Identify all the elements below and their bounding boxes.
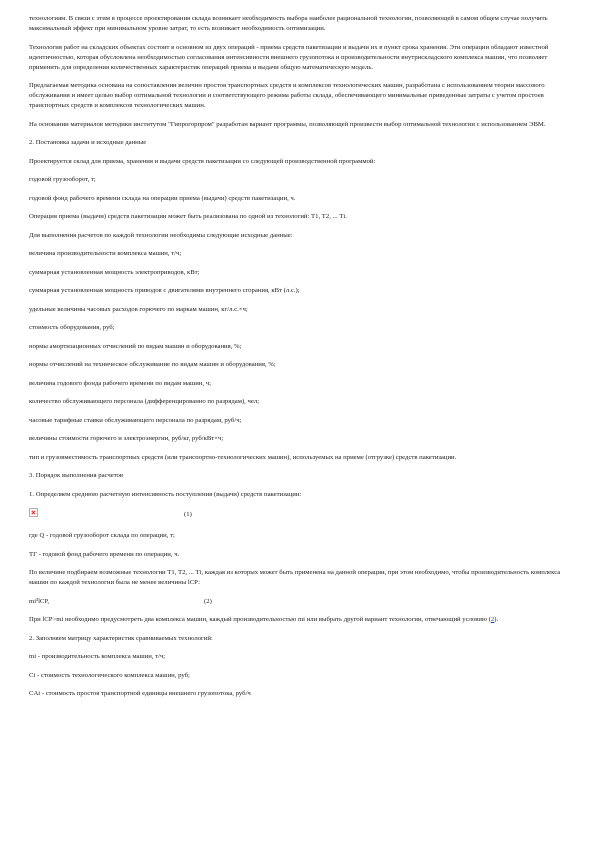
formula-1 [29, 508, 565, 524]
section-heading: 3. Порядок выполнения расчетов [29, 472, 124, 479]
paragraph: Технология работ на складских объектах состоит в основном из двух операций - приема средств пакетизации и выдачи их в пункт срока хранения. Эти операции обладают известной идентичностью, которая обусловлена необходимостью согласования интенсивности внешнего грузопотока и производительности внутрискладского комплекса машин, что позволяет применить для определения количественных характеристик операций приема и выдачи общую математическую модель. [29, 43, 549, 71]
paragraph: На основании материалов методики институтом "Гипрогорпром" разработан вариант программы, позволяющей произвести выбор оптимальной технологии с использованием ЭВМ. [29, 120, 546, 128]
paragraph: ТГ - годовой фонд рабочего времени по операции, ч. [29, 550, 180, 558]
paragraph: Предлагаемая методика основана на сопоставлении величин простоя транспортных средств и комплексов технологических машин, разработана с использованием теории массового обслуживания и имеет целью выбор оптимальной технологии и соответствующего режима работы склада, обеспечивающего минимальные приведенные затраты с учетом простоев транспортных средств и комплексов технологических машин. [29, 82, 545, 109]
list-item: тип и грузовместимость транспортных средств (или транспортно-технологических машин), используемых на приеме (отгрузке) средств пакетизации. [29, 453, 457, 461]
paragraph-text: При lCP>mi необходимо предусмотреть два комплекса машин, каждый производительностью mi или выбрать другой вариант технологии, отвечающий условию ( [29, 616, 491, 623]
paragraph: Для выполнения расчетов по каждой технологии необходимы следующие исходные данные: [29, 231, 293, 239]
list-item: часовые тарифные ставки обслуживающего персонала по разрядам, руб/ч; [29, 416, 242, 424]
broken-image-icon [29, 508, 38, 517]
formula-number: (1) [184, 511, 192, 518]
paragraph: Проектируется склад для приема, хранения и выдачи средств пакетизации со следующей производственной программой: [29, 157, 376, 165]
section-heading: 2. Постановка задачи и исходные данные [29, 139, 147, 146]
list-item: величина производительности комплекса машин, т/ч; [29, 250, 182, 257]
paragraph: 2. Заполняем матрицу характеристик сравниваемых технологий: [29, 634, 213, 642]
list-item: Сi - стоимость технологического комплекса машин, руб; [29, 671, 190, 679]
paragraph: где Q - годовой грузооборот склада по операции, т; [29, 532, 175, 539]
paragraph [29, 615, 565, 625]
paragraph: По величине подбираем возможные технологии Т1, Т2, ... Тi, каждая из которых может быть применена на данной операции, при этом необходимо, чтобы производительность комплекса машин по каждой технологии была не менее величины lСР: [29, 569, 561, 586]
list-item: нормы амортизационных отчислений по видам машин и оборудования, %; [29, 342, 242, 350]
list-item: величины стоимости горючего и электроэнергии, руб/кг, руб/кВт×ч; [29, 435, 224, 442]
formula-number: (2) [204, 597, 212, 605]
list-item: mi - производительность комплекса машин, т/ч; [29, 653, 166, 660]
list-item: нормы отчислений на техническое обслуживание по видам машин и оборудования, %; [29, 361, 276, 368]
paragraph-text: ). [494, 616, 499, 623]
formula-2 [29, 597, 565, 607]
list-item: величина годового фонда рабочего времени по видам машин, ч; [29, 379, 211, 387]
list-item: суммарная установленная мощность приводов с двигателями внутреннего сгорания, кВт (л.с.); [29, 287, 300, 294]
list-item: годовой фонд рабочего времени склада на операции приема (выдачи) средств пакетизации, ч. [29, 194, 296, 202]
list-item: количество обслуживающего персонала (дифференцированно по разрядам), чел; [29, 398, 260, 405]
list-item: суммарная установленная мощность электроприводов, кВт; [29, 268, 200, 276]
list-item: удельные величины часовых расходов горючего по маркам машин, кг/л.с.×ч; [29, 305, 248, 313]
list-item: годовой грузооборот, т; [29, 176, 96, 183]
list-item: стоимость оборудования, руб; [29, 324, 115, 331]
document-page [29, 14, 565, 708]
list-item: CAi - стоимость простоя транспортной единицы внешнего грузопотока, руб/ч [29, 690, 251, 697]
formula-reference-link[interactable]: 2 [490, 616, 495, 623]
paragraph: Операция приема (выдачи) средств пакетизации может быть реализована по одной из технологий: Т1, Т2, ... Тi. [29, 213, 347, 220]
formula-text: mi³lCP, [29, 597, 50, 605]
paragraph: технологиям. В связи с этим в процессе проектирования склада возникает необходимость выбора наиболее рациональной технологии, позволяющей в самом общем случае получить максимальный эффект при минимальном уровне затрат, то есть возникает необходимость оптимизации. [29, 15, 548, 32]
paragraph: 1. Определяем среднюю расчетную интенсивность поступления (выдачи) средств пакетизации: [29, 490, 302, 498]
